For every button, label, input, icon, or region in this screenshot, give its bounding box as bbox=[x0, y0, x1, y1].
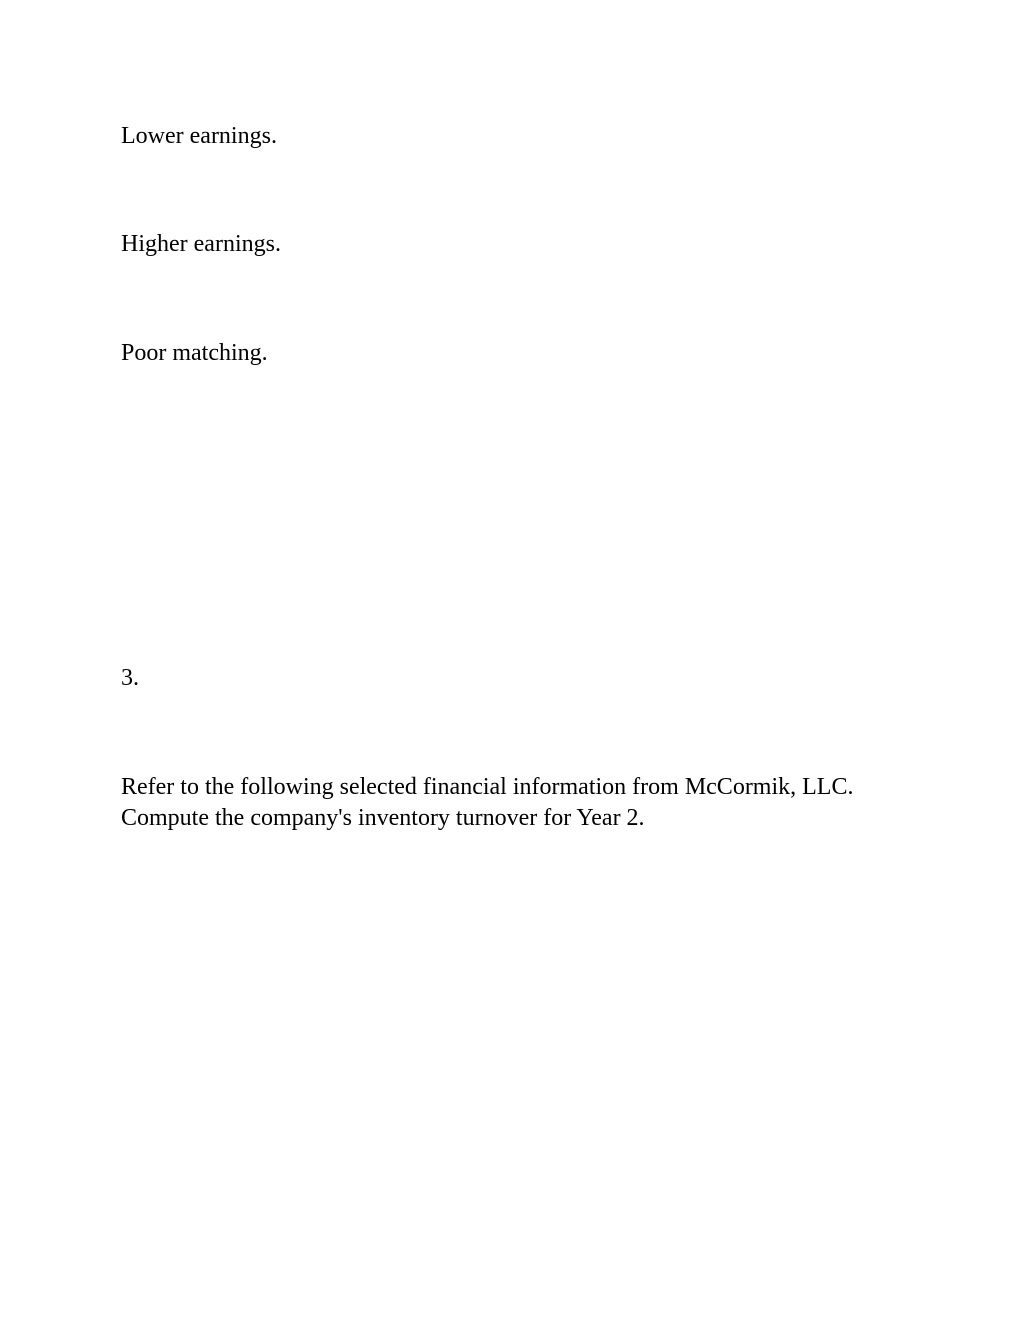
answer-option-higher-earnings: Higher earnings. bbox=[121, 231, 281, 257]
answer-option-lower-earnings: Lower earnings. bbox=[121, 123, 277, 149]
answer-option-poor-matching: Poor matching. bbox=[121, 340, 268, 366]
question-text: Refer to the following selected financial information from McCormik, LLC. Compute the company's inventory turnover for Year 2. bbox=[121, 774, 854, 831]
question-number: 3. bbox=[121, 665, 139, 691]
